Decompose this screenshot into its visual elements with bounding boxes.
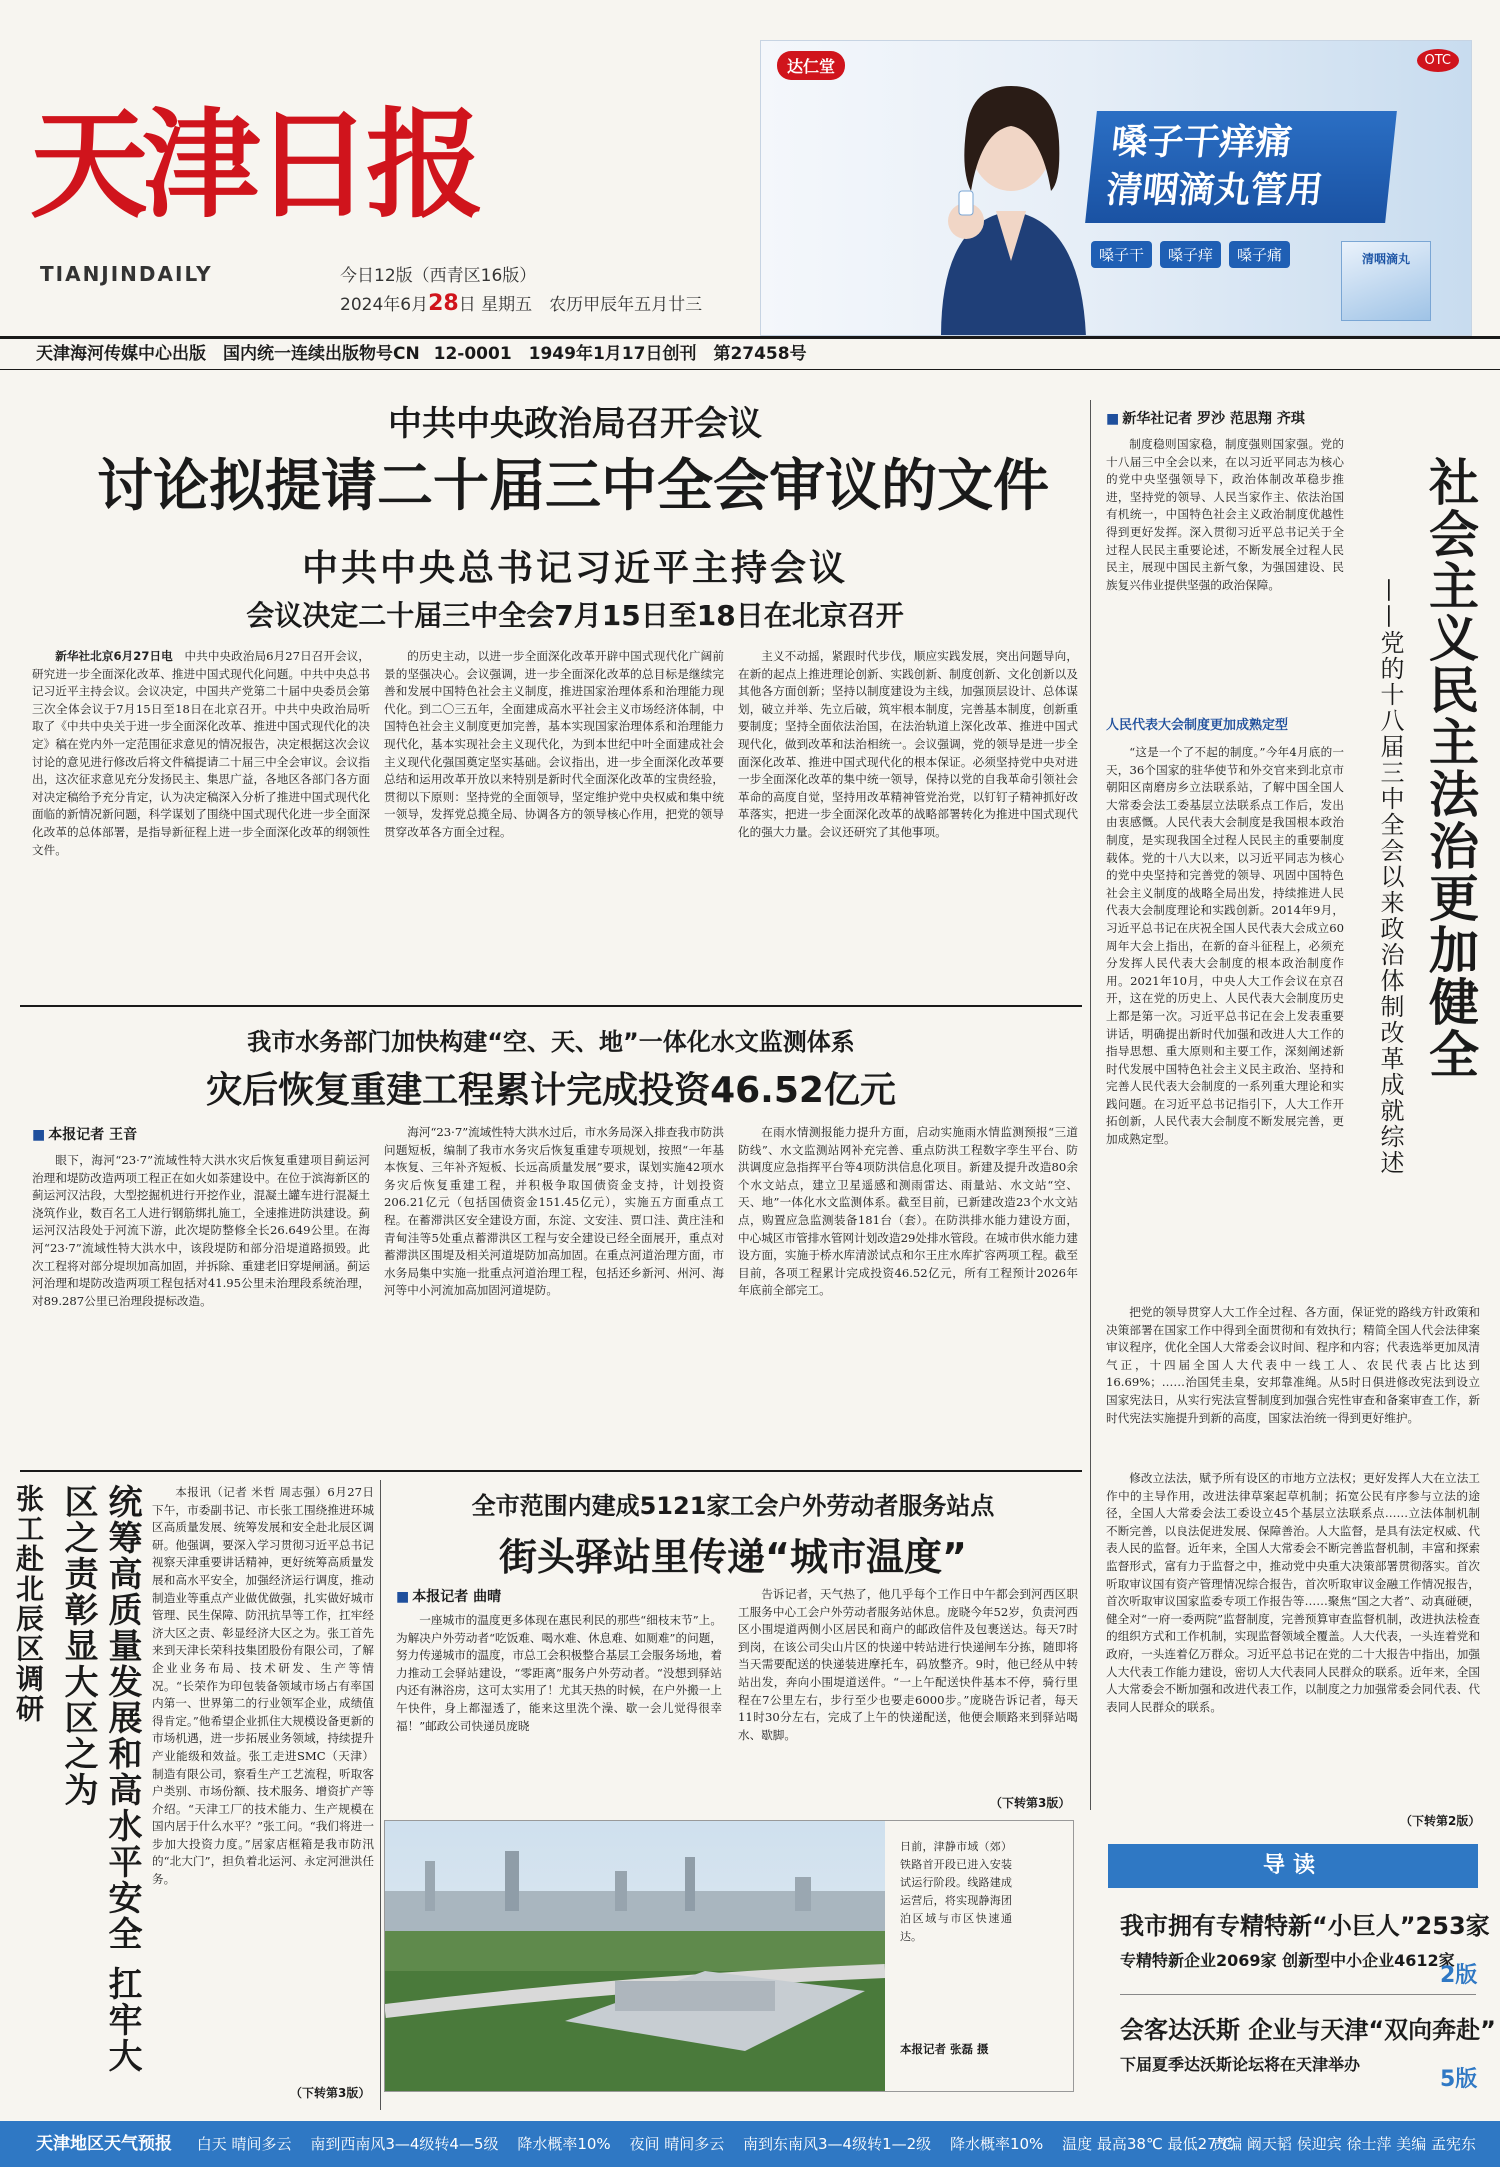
union-kicker: 全市范围内建成5121家工会户外劳动者服务站点 bbox=[471, 1492, 995, 1520]
weather-segment: 降水概率10% bbox=[517, 2135, 611, 2153]
ad-otc-badge: OTC bbox=[1417, 49, 1460, 72]
water-col2-text: 海河“23·7”流域性特大洪水过后，市水务局深入排查我市防洪问题短板，编制了我市水务灾后恢复重建专项规划，按照“一年基本恢复、三年补齐短板、长远高质量发展”要求，谋划实施42项水务灾后恢复重建工程，并积极争取国债资金支持，计划投资206.21亿元（包括国债资金151.45亿元），实施五方面重点工程。在蓄滞洪区安全建设方面，东淀、文安洼、贾口洼、黄庄洼和青甸洼等5处重点蓄滞洪区工程与安全建设已经全面展开，重点对蓄滞洪区围堤及相关河道堤防加高加固。在重点河道治理方面，市水务局集中实施一批重点河道治理工程，包括还乡新河、州河、海河等中小河流加高加固河道堤防。 bbox=[384, 1125, 724, 1298]
lead-dateline: 新华社北京6月27日电 bbox=[55, 649, 173, 663]
guide-item-1-title[interactable]: 我市拥有专精特新“小巨人”253家 bbox=[1120, 1912, 1490, 1940]
weather-editors: 责编 阚天韬 侯迎宾 徐士萍 美编 孟宪东 bbox=[1212, 2135, 1476, 2153]
weather-title: 天津地区天气预报 bbox=[36, 2134, 172, 2154]
divider bbox=[20, 1005, 1082, 1007]
water-column-3 bbox=[738, 1124, 1078, 1460]
edition-line: 今日12版（西青区16版） bbox=[340, 266, 537, 286]
guide-item-2-sub: 下届夏季达沃斯论坛将在天津举办 bbox=[1120, 2055, 1361, 2074]
right-feature-body bbox=[1106, 744, 1344, 1298]
weather-segment: 温度 最高38℃ 最低27℃ bbox=[1062, 2135, 1234, 2153]
left-feature-title-a: 张工赴北辰区调研 bbox=[12, 1484, 45, 1724]
right-feature-title: 社会主义民主法治更加健全 bbox=[1421, 456, 1479, 1080]
ad-tag: 嗓子痒 bbox=[1160, 241, 1221, 268]
weather-segment: 南到东南风3—4级转1—2级 bbox=[743, 2135, 932, 2153]
masthead-info bbox=[340, 262, 702, 319]
guide-item-1-page[interactable]: 2版 bbox=[1440, 1963, 1478, 1988]
lead-col1-text: 中共中央政治局6月27日召开会议，研究进一步全面深化改革、推进中国式现代化问题。中共中央总书记习近平主持会议。会议决定，中国共产党第二十届中央委员会第三次全体会议于7月15日至18日在北京召开。中共中央政治局听取了《中共中央关于进一步全面深化改革、推进中国式现代化的决定》稿在党内外一定范围征求意见的情况报告，决定根据这次会议讨论的意见进行修改后将文件稿提请二十届三中全会审议。会议指出，这次征求意见充分发扬民主、集思广益，各地区各部门各方面对决定稿给予充分肯定，认为决定稿深入分析了推进中国式现代化面临的新情况新问题，科学谋划了围绕中国式现代化进一步全面深化改革的总体部署，是指导新征程上进一步全面深化改革的纲领性文件。 bbox=[32, 649, 370, 857]
weather-segment: 白天 晴间多云 bbox=[196, 2135, 292, 2153]
union-byline: ■ 本报记者 曲晴 bbox=[396, 1586, 501, 1606]
masthead-logo: 天津日报 bbox=[30, 95, 479, 234]
lead-col2-text: 的历史主动，以进一步全面深化改革开辟中国式现代化广阔前景的坚强决心。会议强调，进一步全面深化改革的总目标是继续完善和发展中国特色社会主义制度，推进国家治理体系和治理能力现代化。到二〇三五年，全面建成高水平社会主义市场经济体制，中国特色社会主义制度更加完善，基本实现国家治理体系和治理能力现代化，基本实现社会主义现代化，为到本世纪中叶全面建成社会主义现代化强国奠定坚实基础。会议指出，进一步全面深化改革要总结和运用改革开放以来特别是新时代全面深化改革的宝贵经验，贯彻以下原则：坚持党的全面领导，坚定维护党中央权威和集中统一领导，发挥党总揽全局、协调各方的领导核心作用，把党的领导贯穿改革各方面全过程。 bbox=[384, 649, 724, 839]
lead-headline: 讨论拟提请二十届三中全会审议的文件 bbox=[97, 454, 1049, 519]
lead-sub2: 会议决定二十届三中全会7月15日至18日在北京召开 bbox=[246, 599, 904, 632]
left-feature-continued: （下转第3版） bbox=[290, 2086, 371, 2100]
ad-brand: 达仁堂 bbox=[777, 51, 845, 80]
date-day: 28 bbox=[428, 291, 459, 316]
publisher-bar: 天津海河传媒中心出版 国内统一连续出版物号CN 12-0001 1949年1月17日创刊 第27458号 bbox=[0, 336, 1500, 370]
union-col2-text: 告诉记者，天气热了，他几乎每个工作日中午都会到河西区职工服务中心工会户外劳动者服务站休息。庞晓今年52岁，负责河西区小围堤道两侧小区居民和商户的邮政信件及包裹送达。每天7时到岗，在该公司尖山片区的快递中转站进行快递闸车分拣，随即将当天需要配送的快递装进摩托车，码放整齐。9时，他已经从中转站出发，奔向小围堤道送件。“一上午配送快件基本不停，骑行里程在7公里左右，步行至少也要走6000步。”庞晓告诉记者，每天11时30分左右，完成了上午的快递配送，他便会顺路来到驿站喝水、歇脚。 bbox=[738, 1587, 1078, 1742]
right-feature-subtitle: ——党的十八届三中全会以来政治体制改革成就综述 bbox=[1376, 578, 1404, 1176]
ad-tags bbox=[1091, 241, 1290, 268]
water-col3-text: 在雨水情测报能力提升方面，启动实施雨水情监测预报“三道防线”、水文监测站网补充完善、重点防洪工程数字孪生平台、防洪调度应急指挥平台等4项防洪信息化项目。新建及提升改造80余个水文站点，建立卫星遥感和测雨雷达、雨量站、水文站“空、天、地”一体化水文监测体系。截至目前，已新建改造23个水文站点，购置应急监测装备181台（套）。在防洪排水能力建设方面，中心城区市管排水管网计划改造29处排水管段。在城市供水能力建设方面，实施于桥水库清淤试点和尔王庄水库扩容两项工程。截至目前，各项工程累计完成投资46.52亿元，所有工程预计2026年年底前全部完工。 bbox=[738, 1125, 1078, 1298]
ad-slogan-line2: 清咽滴丸管用 bbox=[1104, 170, 1325, 211]
water-column-1 bbox=[32, 1152, 370, 1460]
right-feature-intro-text: 制度稳则国家稳，制度强则国家强。党的十八届三中全会以来，在以习近平同志为核心的党中央坚强领导下，政治体制改革稳步推进，坚持党的领导、人民当家作主、依法治国有机统一，中国特色社会主义政治制度优越性得到更好发挥。深入贯彻习近平总书记关于全过程人民民主重要论述，不断发展全过程人民民主，展现中国民主新气象，为强国建设、民族复兴伟业提供坚强的政治保障。 bbox=[1106, 437, 1344, 592]
ad-tag: 嗓子干 bbox=[1091, 241, 1152, 268]
water-byline: ■ 本报记者 王音 bbox=[32, 1124, 137, 1144]
right-feature-body2-text: 把党的领导贯穿人大工作全过程、各方面，保证党的路线方针政策和决策部署在国家工作中得到全面贯彻和有效执行；精简全国人代会法律案审议程序，优化全国人大常委会议时间、程序和内容；代表选举更加凤清气正，十四届全国人大代表中一线工人、农民代表占比达到16.69%；……治国凭圭臬，安邦靠准绳。从5时日俱进修改宪法到设立国家宪法日，从实行宪法宣誓制度到加强合宪性审查和备案审查工作，新时代宪法实施提升到新的高度，国家法治统一得到更好维护。 bbox=[1106, 1305, 1480, 1425]
right-feature-byline: ■ 新华社记者 罗沙 范思翔 齐琪 bbox=[1106, 408, 1305, 428]
union-col1-text: 一座城市的温度更多体现在惠民利民的那些“细枝末节”上。为解决户外劳动者“吃饭难、喝水难、休息难、如厕难”的问题，努力传递城市的温度，市总工会积极整合基层工会服务场地，着力推动工会驿站建设，“零距离”服务户外劳动者。“没想到驿站内还有淋浴房，这可太实用了！尤其天热的时候，在户外搬一上午快件，身上都湿透了，能来这里洗个澡、歇一会儿觉得很幸福！”邮政公司快递员庞晓 bbox=[396, 1613, 722, 1733]
date-suffix: 日 星期五 农历甲辰年五月廿三 bbox=[458, 295, 703, 315]
ad-product-box bbox=[1341, 241, 1431, 321]
lead-kicker: 中共中央政治局召开会议 bbox=[388, 404, 762, 444]
right-feature-body3-text: 修改立法法，赋予所有设区的市地方立法权；更好发挥人大在立法工作中的主导作用，改进法律草案起草机制；拓宽公民有序参与立法的途径，全国人大常委会法工委设立45个基层立法联系点……立法体制机制不断完善，以良法促进发展、保障善治。人大监督，是具有法定权威、代表人民的监督。近年来，全国人大常委会不断完善监督机制，丰富和探索监督形式，富有力于监督之中，推动党中央重大决策部署贯彻落实。首次听取审议国有资产管理情况综合报告，首次听取审议金融工作情况报告，首次听取审议国家监委专项工作报告等……聚焦“国之大者”、动真碰硬，健全对“一府一委两院”监督制度，完善预算审查监督机制，改进执法检查的组织方式和工作机制，实现监督领域全覆盖。人大代表，一头连着党和政府，一头连着亿万群众。习近平总书记在党的二十大报告中指出，加强人大代表工作能力建设，密切人大代表同人民群众的联系。近年来，全国人大常委会不断加强和改进代表工作，以制度之力加强常委会同代表、代表同人民群众的联系。 bbox=[1106, 1471, 1480, 1714]
lead-column-1 bbox=[32, 648, 370, 998]
right-feature-continued: （下转第2版） bbox=[1400, 1814, 1481, 1828]
water-column-2 bbox=[384, 1124, 724, 1460]
ad-tag: 嗓子痛 bbox=[1229, 241, 1290, 268]
date-prefix: 2024年6月 bbox=[340, 295, 429, 315]
advertisement bbox=[760, 40, 1472, 336]
masthead-english: TIANJINDAILY bbox=[40, 262, 213, 286]
right-feature-body2 bbox=[1106, 1304, 1480, 1462]
photo-credit: 本报记者 张磊 摄 bbox=[900, 2042, 989, 2056]
right-feature-section-title: 人民代表大会制度更加成熟定型 bbox=[1106, 718, 1289, 733]
union-column-1 bbox=[396, 1612, 722, 1810]
right-feature-body3 bbox=[1106, 1470, 1480, 1810]
ad-box-label: 清咽滴丸 bbox=[1361, 252, 1410, 266]
divider bbox=[1090, 400, 1091, 1810]
union-headline: 街头驿站里传递“城市温度” bbox=[499, 1535, 967, 1579]
divider bbox=[380, 1480, 381, 2110]
ad-spokesperson-illustration bbox=[911, 71, 1111, 336]
guide-item-1-sub: 专精特新企业2069家 创新型中小企业4612家 bbox=[1120, 1951, 1455, 1970]
guide-divider bbox=[1120, 1994, 1476, 1995]
water-col1-text: 眼下，海河“23·7”流域性特大洪水灾后恢复重建项目蓟运河治理和堤防改造两项工程正在如火如荼建设中。在位于滨海新区的蓟运河汉沽段，大型挖掘机进行开挖作业，混凝土罐车进行混凝土浇筑作业，数百名工人进行钢筋绑扎施工，全速推进防洪建设。蓟运河汉沽段处于河流下游，此次堤防整修全长26.649公里。在海河“23·7”流域性特大洪水中，该段堤防和部分沿堤道路损毁。此次工程将对部分堤坝加高加固，并拆除、重建老旧穿堤闸涵。蓟运河治理和堤防改造两项工程包括对41.95公里未治理段系统治理，对89.287公里已治理段提标改造。 bbox=[32, 1153, 370, 1308]
date-line bbox=[340, 290, 702, 319]
lead-column-3 bbox=[738, 648, 1078, 998]
photo-caption: 日前，津静市域（郊）铁路首开段已进入安装试运行阶段。线路建成运营后，将实现静海团泊区域与市区快速通达。 bbox=[900, 1840, 1012, 1943]
weather-bar bbox=[0, 2121, 1500, 2167]
ad-slogan-line1: 嗓子干痒痛 bbox=[1109, 122, 1294, 163]
lead-sub1: 中共中央总书记习近平主持会议 bbox=[301, 548, 848, 589]
water-kicker: 我市水务部门加快构建“空、天、地”一体化水文监测体系 bbox=[247, 1028, 855, 1056]
right-feature-body-text: “这是一个了不起的制度。”今年4月底的一天，36个国家的驻华使节和外交官来到北京市朝阳区南磨房乡立法联系站，了解中国全国人大常委会法工委基层立法联系点工作后，发出由衷感慨。人民代表大会制度是我国根本政治制度，是实现我国全过程人民民主的重要制度载体。党的十八大以来，以习近平同志为核心的党中央坚持和完善党的领导、巩固中国特色社会主义制度的战略全局出发，持续推进人民代表大会制度理论和实践创新。2014年9月，习近平总书记在庆祝全国人民代表大会成立60周年大会上指出，在新的奋斗征程上，必须充分发挥人民代表大会制度的根本政治制度作用。2021年10月，中央人大工作会议在京召开，这在党的历史上、人民代表大会制度历史上都是第一次。习近平总书记在会上发表重要讲话，明确提出新时代加强和改进人大工作的指导思想、重大原则和主要工作，深刻阐述新时代发展中国特色社会主义民主政治、坚持和完善人民代表大会制度的一系列重大理论和实践问题。在习近平总书记指引下，人大工作开拓创新，人民代表大会制度不断发展完善，更加成熟定型。 bbox=[1106, 745, 1344, 1147]
weather-segment: 降水概率10% bbox=[949, 2135, 1044, 2153]
divider bbox=[20, 1470, 1082, 1472]
union-continued: （下转第3版） bbox=[990, 1796, 1071, 1810]
union-column-2 bbox=[738, 1586, 1078, 1792]
lead-column-2 bbox=[384, 648, 724, 998]
ad-slogan bbox=[1085, 111, 1397, 223]
left-feature-text: 本报讯（记者 米哲 周志强）6月27日下午，市委副书记、市长张工围绕推进环城区高质量发展、统筹发展和安全赴北辰区调研。他强调，要深入学习贯彻习近平总书记视察天津重要讲话精神，更好统筹高质量发展和高水平安全，加强经济运行调度，推动制造业等重点产业做优做强，扎实做好城市管理、民生保障、防汛抗旱等工作，扛牢经济大区之责、彰显经济大区之为。张工首先来到天津长荣科技集团股份有限公司，了解企业业务布局、技术研发、生产等情况。“长荣作为印包装备领域市场占有率国内第一、世界第二的行业领军企业，成绩值得肯定。”他希望企业抓住大规模设备更新的市场机遇，进一步拓展业务领域，持续提升产业能级和效益。张工走进SMC（天津）制造有限公司，察看生产工艺流程，听取客户类别、市场份额、技术服务、增资扩产等介绍。“天津工厂的技术能力、生产规模在国内居于什么水平？”张工问。“我们将进一步加大投资力度。”居家店框箱是我市防汛的“北大门”，担负着北运河、永定河泄洪任务。 bbox=[152, 1485, 374, 1887]
guide-item-2-page[interactable]: 5版 bbox=[1440, 2067, 1478, 2092]
right-feature-intro bbox=[1106, 436, 1344, 670]
left-feature-title-b: 统筹高质量发展和高水平安全 扛牢大区之责彰显大区之为 bbox=[58, 1484, 142, 2074]
guide-item-2-title[interactable]: 会客达沃斯 企业与天津“双向奔赴” bbox=[1120, 2016, 1496, 2044]
weather-segment: 夜间 晴间多云 bbox=[629, 2135, 725, 2153]
weather-segment: 南到西南风3—4级转4—5级 bbox=[310, 2135, 499, 2153]
lead-col3-text: 主义不动摇，紧跟时代步伐，顺应实践发展，突出问题导向，在新的起点上推进理论创新、实践创新、制度创新、文化创新以及其他各方面创新；坚持以制度建设为主线，加强顶层设计、总体谋划，破立并举、先立后破，筑牢根本制度，完善基本制度，创新重要制度；坚持全面依法治国，在法治轨道上深化改革、推进中国式现代化，做到改革和法治相统一。会议强调，党的领导是进一步全面深化改革、推进中国式现代化的根本保证。必须坚持党中央对进一步全面深化改革的集中统一领导，保持以党的自我革命引领社会革命的高度自觉，坚持用改革精神管党治党，以钉钉子精神抓好改革落实，把进一步全面深化改革的战略部署转化为推进中国式现代化的强大力量。会议还研究了其他事项。 bbox=[738, 649, 1078, 839]
guide-header: 导读 bbox=[1108, 1844, 1478, 1888]
left-feature-column bbox=[152, 1484, 374, 2084]
water-headline: 灾后恢复重建工程累计完成投资46.52亿元 bbox=[206, 1070, 896, 1111]
